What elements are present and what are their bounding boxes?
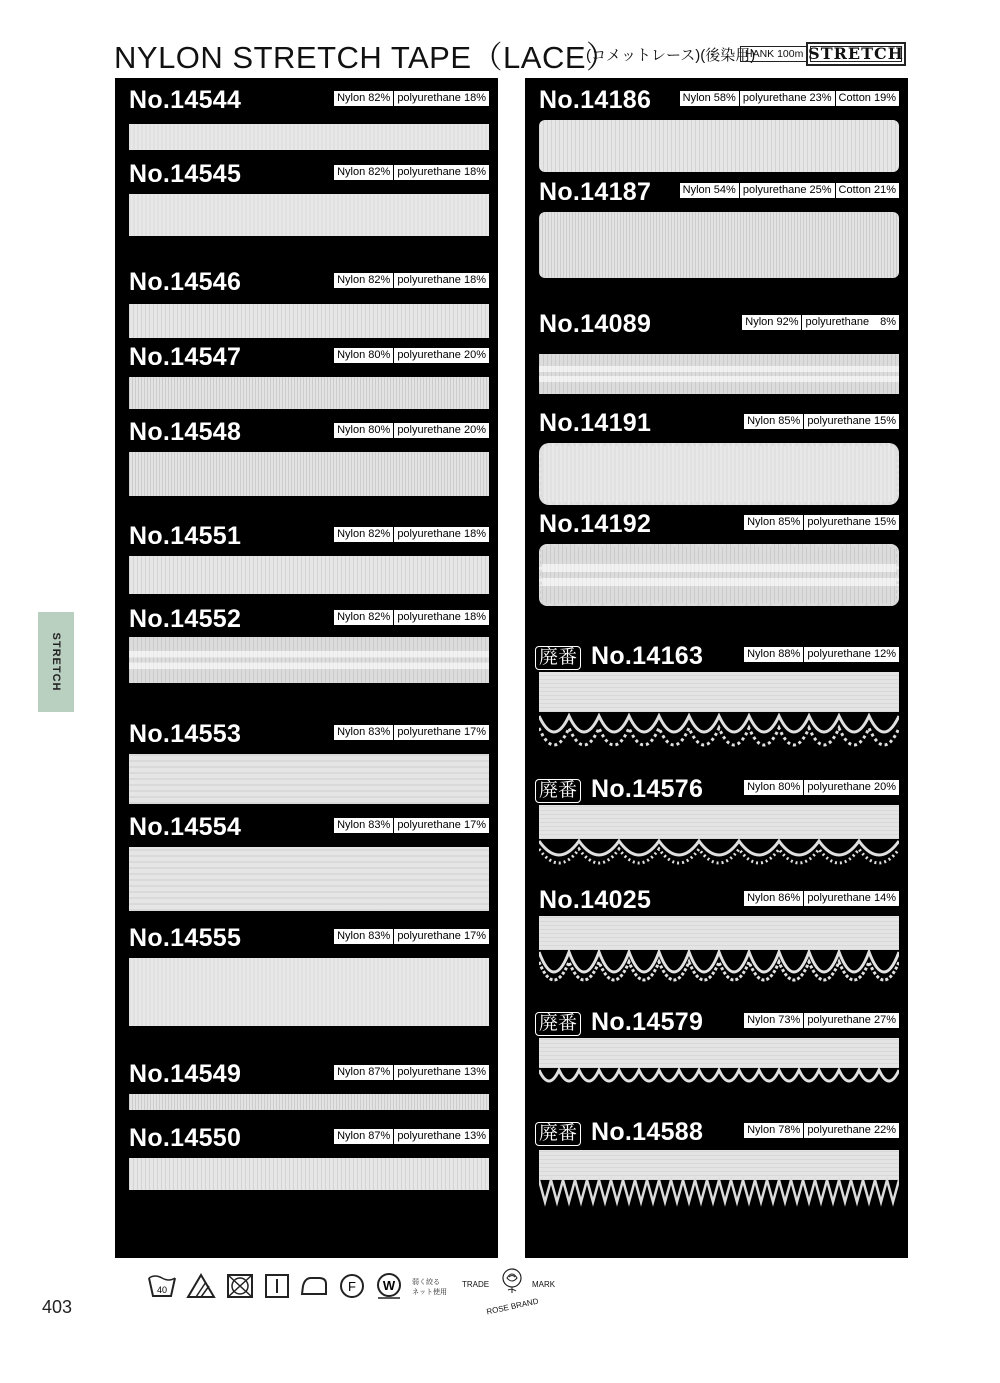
- page-number: 403: [42, 1297, 73, 1317]
- product-number: No.14544: [129, 86, 242, 114]
- product-number: No.14554: [129, 813, 242, 841]
- composition-label: Nylon 82% polyurethane 18%: [334, 527, 489, 542]
- tape-swatch: [539, 354, 899, 394]
- tape-swatch: [129, 1094, 489, 1110]
- tape-swatch: [129, 124, 489, 150]
- product-number: No.14547: [129, 343, 242, 371]
- tape-swatch: [129, 194, 489, 236]
- tape-swatch: [129, 958, 489, 1026]
- tape-swatch: [129, 637, 489, 683]
- product-number: No.14545: [129, 160, 242, 188]
- lace-swatch: [539, 1150, 899, 1208]
- wet-clean-w-icon: [374, 1272, 404, 1300]
- composition-label: Nylon 54% polyurethane 25% Cotton 21%: [680, 183, 899, 198]
- lace-scallop-edge: [539, 1064, 899, 1096]
- composition-label: Nylon 82% polyurethane 18%: [334, 91, 489, 106]
- dry-clean-f-icon: [337, 1272, 367, 1300]
- no-tumble-dry-icon: [225, 1272, 255, 1300]
- product-number: No.14579: [591, 1008, 704, 1036]
- stretch-logo: STRETCH: [806, 42, 906, 66]
- tape-swatch: [539, 212, 899, 278]
- product-number: No.14551: [129, 522, 242, 550]
- composition-label: Nylon 58% polyurethane 23% Cotton 19%: [680, 91, 899, 106]
- product-number: No.14552: [129, 605, 242, 633]
- tape-swatch: [129, 377, 489, 409]
- lace-scallop-edge: [539, 835, 899, 877]
- composition-label: Nylon 83% polyurethane 17%: [334, 725, 489, 740]
- product-number: No.14089: [539, 310, 652, 338]
- iron-icon: [299, 1272, 329, 1300]
- page-header: [114, 30, 914, 74]
- composition-label: Nylon 80% polyurethane 20%: [334, 348, 489, 363]
- bleach-triangle-icon: [186, 1272, 216, 1300]
- tape-swatch: [129, 754, 489, 804]
- wash-40-icon: [147, 1272, 177, 1300]
- product-number: No.14187: [539, 178, 652, 206]
- product-number: No.14588: [591, 1118, 704, 1146]
- discontinued-badge: 廃番: [535, 1122, 581, 1146]
- lace-swatch: [539, 805, 899, 877]
- rose-icon: [498, 1266, 526, 1294]
- sidebar-tab-label: STRETCH: [50, 632, 62, 692]
- composition-label: Nylon 73% polyurethane 27%: [744, 1013, 899, 1028]
- product-number: No.14548: [129, 418, 242, 446]
- tape-swatch: [129, 556, 489, 594]
- product-number: No.14576: [591, 775, 704, 803]
- composition-label: Nylon 80% polyurethane 20%: [744, 780, 899, 795]
- trademark-right-text: MARK: [532, 1280, 556, 1289]
- product-number: No.14555: [129, 924, 242, 952]
- tape-swatch: [539, 544, 899, 606]
- discontinued-badge: 廃番: [535, 779, 581, 803]
- trademark-brand-text: ROSE BRAND: [485, 1296, 540, 1317]
- lace-scallop-edge: [539, 1176, 899, 1208]
- composition-label: Nylon 82% polyurethane 18%: [334, 610, 489, 625]
- composition-label: Nylon 82% polyurethane 18%: [334, 273, 489, 288]
- rose-brand-trademark: [462, 1266, 558, 1318]
- composition-label: Nylon 86% polyurethane 14%: [744, 891, 899, 906]
- tape-swatch: [129, 304, 489, 338]
- lace-swatch: [539, 916, 899, 998]
- composition-label: Nylon 83% polyurethane 17%: [334, 929, 489, 944]
- tape-swatch: [539, 443, 899, 505]
- product-number: No.14025: [539, 886, 652, 914]
- hank-label: HANK 100m: [740, 46, 808, 62]
- page-title: NYLON STRETCH TAPE（LACE）: [114, 40, 618, 75]
- composition-label: Nylon 87% polyurethane 13%: [334, 1065, 489, 1080]
- lace-scallop-edge: [539, 946, 899, 998]
- product-number: No.14546: [129, 268, 242, 296]
- product-panel-left: [115, 78, 498, 1258]
- sidebar-tab-stretch[interactable]: [38, 612, 74, 712]
- care-note: 弱く絞る ネット使用: [412, 1279, 447, 1296]
- tape-swatch: [129, 847, 489, 911]
- composition-label: Nylon 87% polyurethane 13%: [334, 1129, 489, 1144]
- composition-label: Nylon 88% polyurethane 12%: [744, 647, 899, 662]
- composition-label: Nylon 85% polyurethane 15%: [744, 515, 899, 530]
- composition-label: Nylon 92% polyurethane 8%: [742, 315, 899, 330]
- tape-swatch: [129, 1158, 489, 1190]
- lace-scallop-edge: [539, 708, 899, 764]
- line-dry-icon: [262, 1272, 292, 1300]
- trademark-left-text: TRADE: [462, 1280, 490, 1289]
- lace-swatch: [539, 672, 899, 764]
- product-number: No.14186: [539, 86, 652, 114]
- product-number: No.14553: [129, 720, 242, 748]
- product-number: No.14191: [539, 409, 652, 437]
- discontinued-badge: 廃番: [535, 646, 581, 670]
- tape-swatch: [129, 452, 489, 496]
- composition-label: Nylon 82% polyurethane 18%: [334, 165, 489, 180]
- discontinued-badge: 廃番: [535, 1012, 581, 1036]
- composition-label: Nylon 80% polyurethane 20%: [334, 423, 489, 438]
- product-number: No.14163: [591, 642, 704, 670]
- product-number: No.14549: [129, 1060, 242, 1088]
- svg-text:40: 40: [156, 1285, 168, 1295]
- svg-text:F: F: [348, 1279, 356, 1294]
- svg-text:W: W: [382, 1278, 396, 1293]
- composition-label: Nylon 85% polyurethane 15%: [744, 414, 899, 429]
- lace-swatch: [539, 1038, 899, 1096]
- product-panel-right: [525, 78, 908, 1258]
- page-subtitle: (コメットレース)(後染用): [586, 47, 756, 64]
- composition-label: Nylon 83% polyurethane 17%: [334, 818, 489, 833]
- composition-label: Nylon 78% polyurethane 22%: [744, 1123, 899, 1138]
- product-number: No.14550: [129, 1124, 242, 1152]
- product-number: No.14192: [539, 510, 652, 538]
- tape-swatch: [539, 120, 899, 172]
